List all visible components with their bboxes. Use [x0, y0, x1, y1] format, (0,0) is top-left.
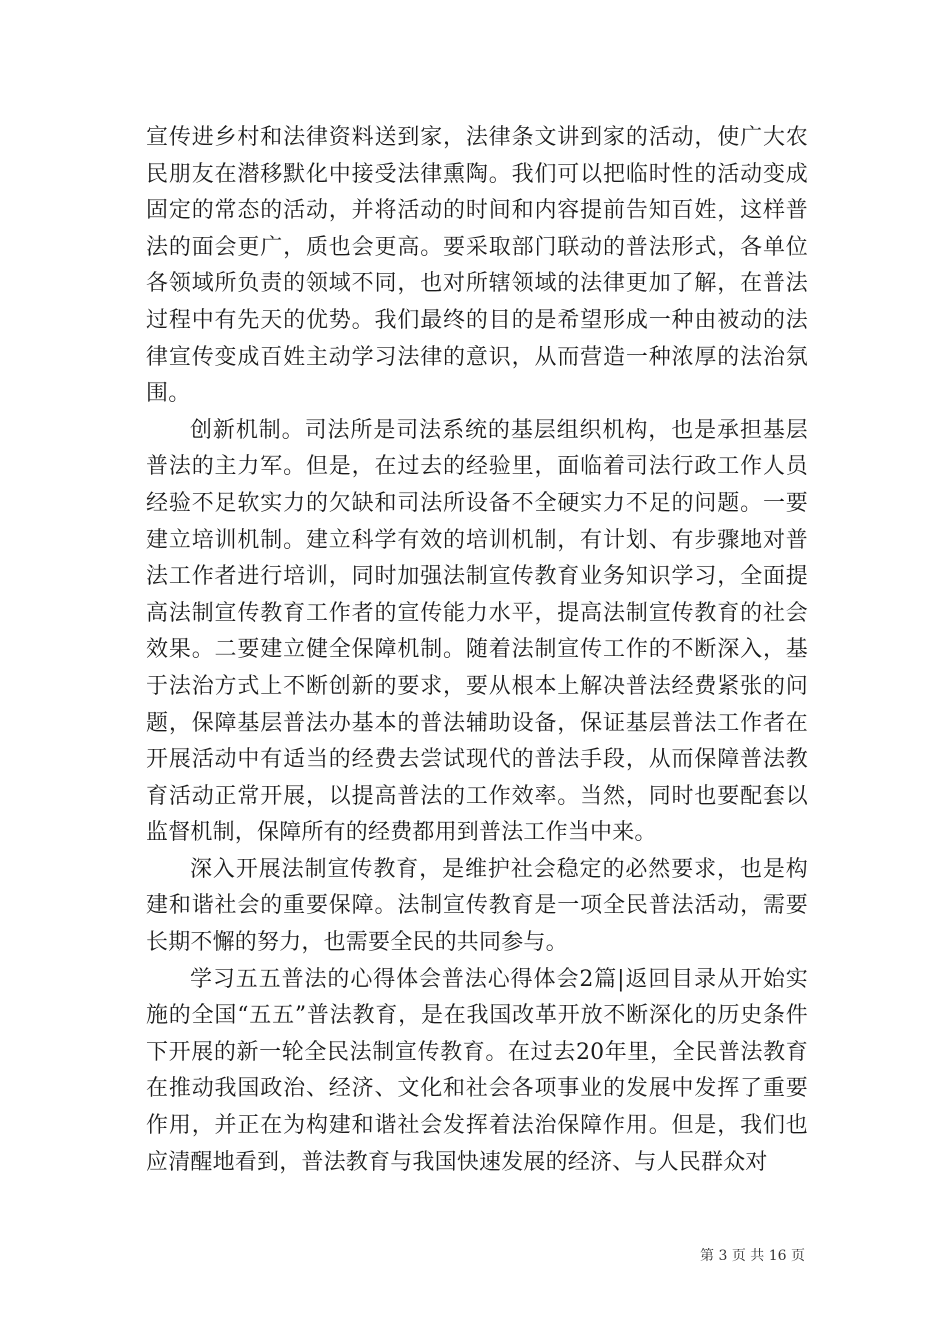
paragraph-3: 深入开展法制宣传教育，是维护社会稳定的必然要求，也是构建和谐社会的重要保障。法制宣传教育是一项全民普法活动，需要长期不懈的努力，也需要全民的共同参与。 — [146, 856, 808, 956]
paragraph-2: 创新机制。司法所是司法系统的基层组织机构，也是承担基层普法的主力军。但是，在过去的经验里，面临着司法行政工作人员经验不足软实力的欠缺和司法所设备不全硬实力不足的问题。一要建立培训机制。建立科学有效的培训机制，有计划、有步骤地对普法工作者进行培训，同时加强法制宣传教育业务知识学习，全面提高法制宣传教育工作者的宣传能力水平，提高法制宣传教育的社会效果。二要建立健全保障机制。随着法制宣传工作的不断深入，基于法治方式上不断创新的要求，要从根本上解决普法经费紧张的问题，保障基层普法办基本的普法辅助设备，保证基层普法工作者在开展活动中有适当的经费去尝试现代的普法手段，从而保障普法教育活动正常开展，以提高普法的工作效率。当然，同时也要配套以监督机制，保障所有的经费都用到普法工作当中来。 — [146, 417, 808, 846]
page-number-footer: 第 3 页 共 16 页 — [700, 1248, 805, 1264]
document-body — [146, 120, 808, 1181]
paragraph-1: 宣传进乡村和法律资料送到家，法律条文讲到家的活动，使广大农民朋友在潜移默化中接受法律熏陶。我们可以把临时性的活动变成固定的常态的活动，并将活动的时间和内容提前告知百姓，这样普法的面会更广，质也会更高。要采取部门联动的普法形式，各单位各领域所负责的领域不同，也对所辖领域的法律更加了解，在普法过程中有先天的优势。我们最终的目的是希望形成一种由被动的法律宣传变成百姓主动学习法律的意识，从而营造一种浓厚的法治氛围。 — [146, 125, 808, 407]
paragraph-4: 学习五五普法的心得体会普法心得体会2篇|返回目录从开始实施的全国“五五”普法教育，是在我国改革开放不断深化的历史条件下开展的新一轮全民法制宣传教育。在过去20年里，全民普法教育在推动我国政治、经济、文化和社会各项事业的发展中发挥了重要作用，并正在为构建和谐社会发挥着法治保障作用。但是，我们也应清醒地看到，普法教育与我国快速发展的经济、与人民群众对 — [146, 966, 808, 1175]
